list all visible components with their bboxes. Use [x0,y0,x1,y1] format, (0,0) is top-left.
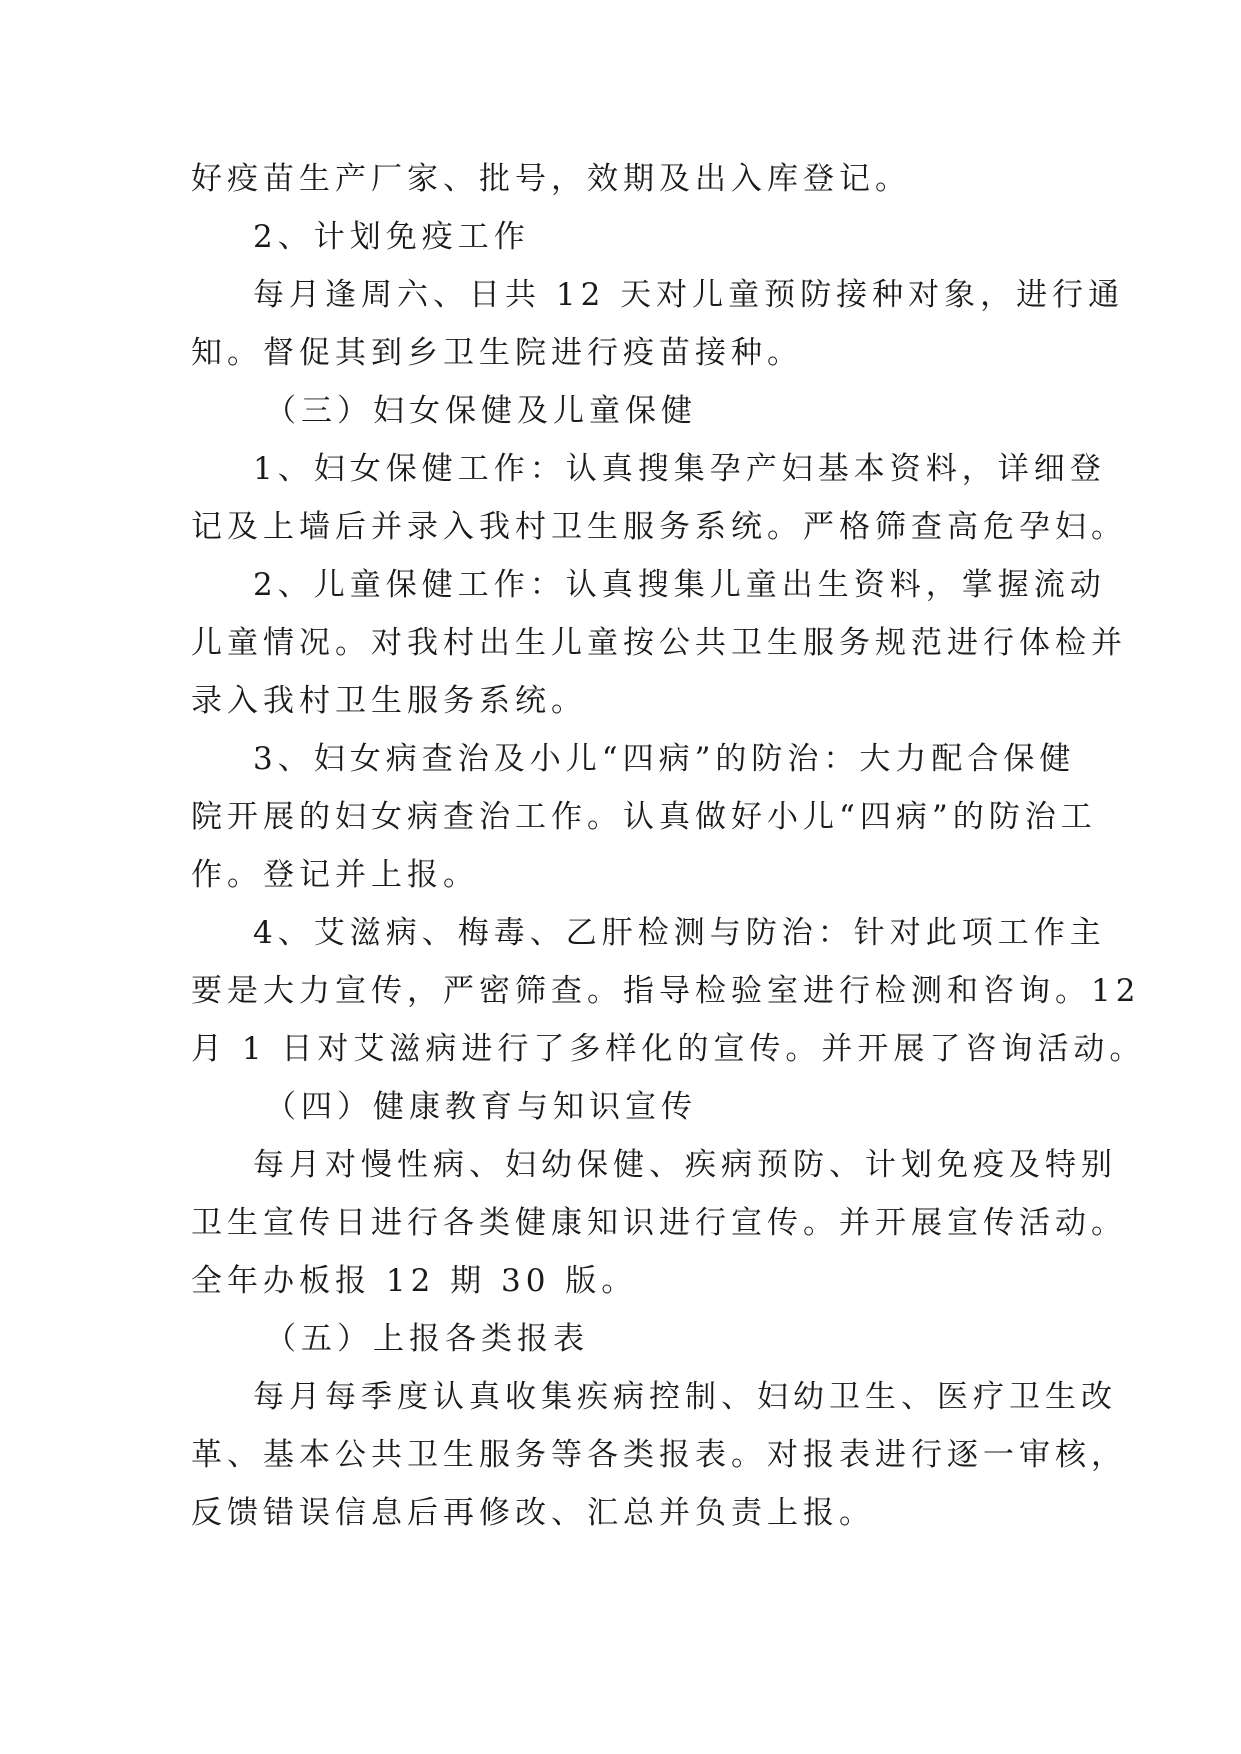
document-body [191,150,1146,1542]
text-line: 好疫苗生产厂家、批号，效期及出入库登记。 [191,161,911,197]
text-line: 革、基本公共卫生服务等各类报表。对报表进行逐一审核， [191,1437,1127,1473]
text-line: 每月逢周六、日共 12 天对儿童预防接种对象，进行通 [253,277,1125,313]
text-line: 知。督促其到乡卫生院进行疫苗接种。 [191,335,803,371]
text-line: 1、妇女保健工作：认真搜集孕产妇基本资料，详细登 [253,451,1106,487]
text-line: 4、艾滋病、梅毒、乙肝检测与防治：针对此项工作主 [253,915,1106,951]
text-line: 月 1 日对艾滋病进行了多样化的宣传。并开展了咨询活动。 [191,1031,1146,1067]
text-line: 全年办板报 12 期 30 版。 [191,1263,638,1299]
text-line: 反馈错误信息后再修改、汇总并负责上报。 [191,1495,875,1531]
text-line: 院开展的妇女病查治工作。认真做好小儿“四病”的防治工 [191,799,1097,835]
text-line: 2、儿童保健工作：认真搜集儿童出生资料，掌握流动 [253,567,1106,603]
text-line: 儿童情况。对我村出生儿童按公共卫生服务规范进行体检并 [191,625,1127,661]
text-line: 卫生宣传日进行各类健康知识进行宣传。并开展宣传活动。 [191,1205,1127,1241]
text-line: 记及上墙后并录入我村卫生服务系统。严格筛查高危孕妇。 [191,509,1127,545]
text-line: 每月对慢性病、妇幼保健、疾病预防、计划免疫及特别 [253,1147,1117,1183]
text-line: 每月每季度认真收集疾病控制、妇幼卫生、医疗卫生改 [253,1379,1117,1415]
text-line: 录入我村卫生服务系统。 [191,683,587,719]
section-heading: （五）上报各类报表 [265,1321,589,1357]
text-line: 3、妇女病查治及小儿“四病”的防治：大力配合保健 [253,741,1076,777]
text-line: 要是大力宣传，严密筛查。指导检验室进行检测和咨询。12 [191,973,1141,1009]
section-heading: （三）妇女保健及儿童保健 [265,393,697,429]
text-line: 作。登记并上报。 [191,857,479,893]
section-heading: （四）健康教育与知识宣传 [265,1089,697,1125]
text-line: 2、计划免疫工作 [253,219,530,255]
